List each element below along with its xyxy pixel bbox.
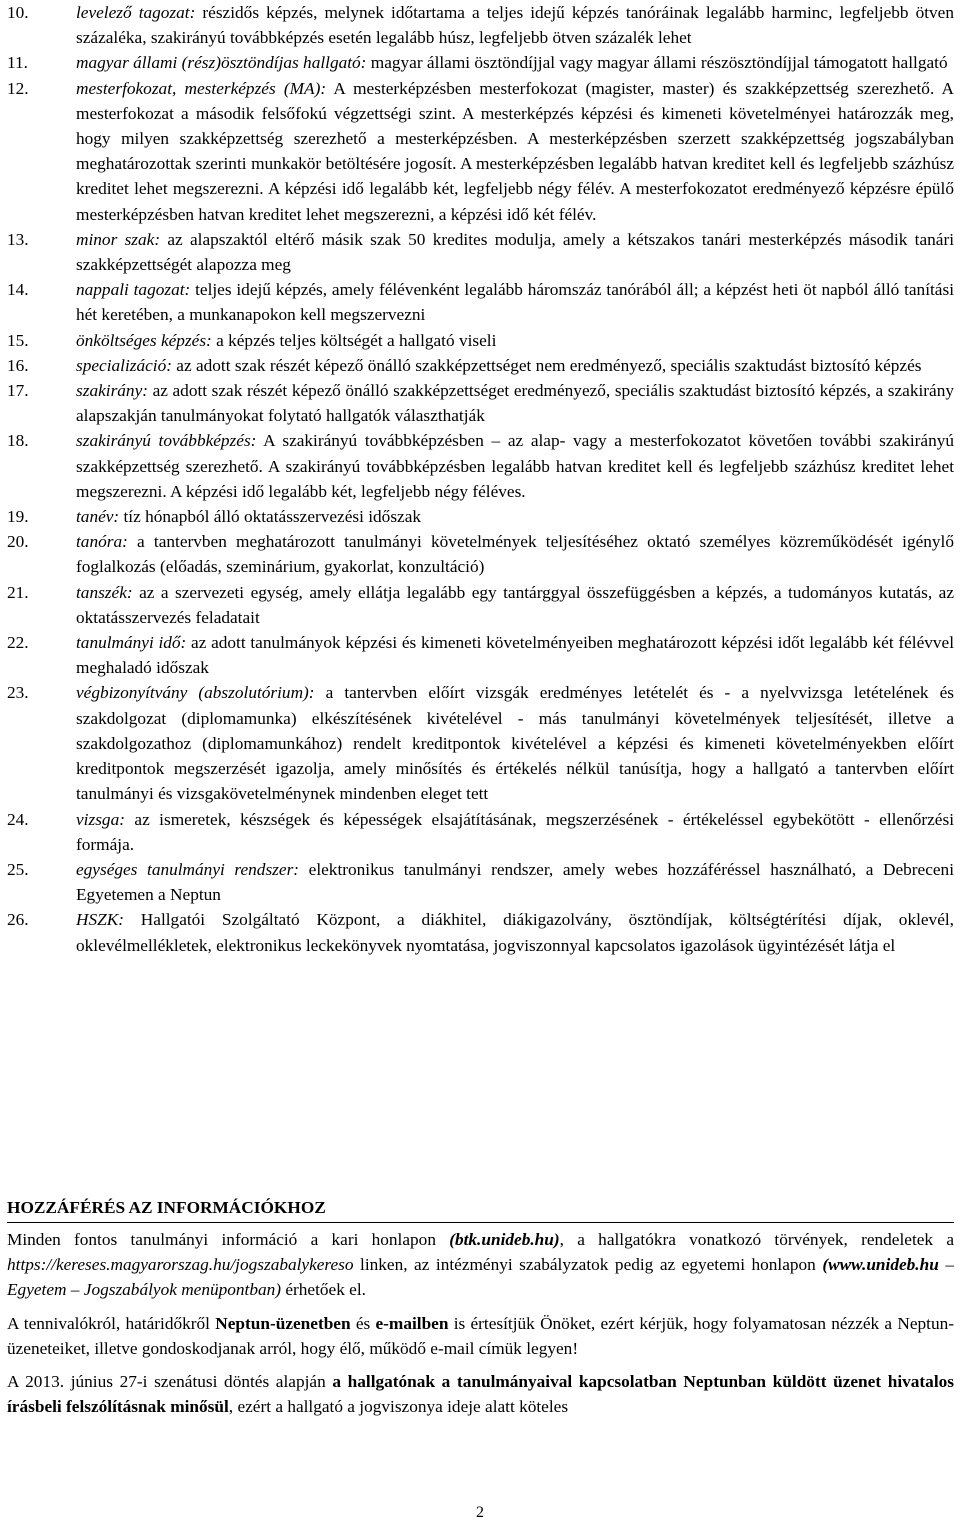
- definition-term: levelező tagozat:: [76, 3, 196, 22]
- definition-term: nappali tagozat:: [76, 280, 191, 300]
- definition-text: tíz hónapból álló oktatásszervezési időszak: [119, 507, 422, 527]
- definition-item: [0, 680, 954, 806]
- definition-term: önköltséges képzés:: [76, 330, 212, 350]
- item-number: 14.: [7, 280, 29, 300]
- item-number: 15.: [7, 330, 29, 350]
- definition-text: az adott szak részét képező önálló szakképzettséget eredményező, speciális szaktudást biztosító képzés, a szakirány alapszakján tanulmányokat folytató hallgatók választhatják: [76, 381, 954, 426]
- item-number: 21.: [7, 582, 29, 602]
- item-number: 22.: [7, 633, 29, 653]
- item-number: 17.: [7, 381, 29, 401]
- definition-text: a képzés teljes költségét a hallgató viseli: [211, 330, 497, 350]
- text-run: és: [350, 1313, 376, 1333]
- definition-item: [0, 0, 954, 50]
- definition-item: [0, 328, 954, 353]
- definition-text: az adott tanulmányok képzési és kimeneti követelményeiben meghatározott képzési időt legalább két félévvel meghaladó időszak: [76, 633, 955, 678]
- definition-text: teljes idejű képzés, amely félévenként legalább háromszáz tanórából áll; a képzést heti öt napból álló tanítási hét keretében, a munkanapokon kell megszervezni: [76, 280, 954, 325]
- definition-item: [0, 76, 954, 227]
- info-paragraph-senate-decision: [7, 1369, 954, 1419]
- definition-term: tanév:: [76, 507, 120, 527]
- definition-term: tanóra:: [76, 532, 128, 552]
- text-run: , a hallgatókra vonatkozó törvények, rendeletek a: [559, 1230, 954, 1249]
- neptun-message-emphasis: Neptun-üzenetben: [215, 1313, 351, 1333]
- info-paragraph-notifications: [7, 1311, 954, 1361]
- item-number: 20.: [7, 532, 29, 552]
- definition-item: [0, 428, 954, 504]
- item-number: 24.: [7, 809, 29, 829]
- section-heading: HOZZÁFÉRÉS AZ INFORMÁCIÓKHOZ: [7, 1195, 954, 1223]
- definition-text: az adott szak részét képező önálló szakképzettséget nem eredményező, speciális szaktudást biztosító képzés: [171, 355, 922, 375]
- definition-item: [0, 807, 954, 857]
- definition-item: [0, 630, 954, 680]
- definition-text: a tantervben meghatározott tanulmányi követelmények teljesítéséhez oktató személyes közreműködését igénylő foglalkozás (előadás, szeminárium, gyakorlat, konzultáció): [76, 532, 954, 577]
- definition-text: elektronikus tanulmányi rendszer, amely webes hozzáféréssel használható, a Debreceni Egyetemen a Neptun: [76, 859, 954, 905]
- definition-term: HSZK:: [76, 910, 125, 930]
- definition-item: [0, 277, 954, 327]
- definition-term: mesterfokozat, mesterképzés (MA):: [76, 78, 327, 98]
- item-number: 19.: [7, 507, 29, 527]
- definition-term: tanszék:: [76, 582, 133, 602]
- definition-text: az ismeretek, készségek és képességek elsajátításának, megszerzésének - értékeléssel egybekötött - ellenőrzési formája.: [76, 809, 954, 854]
- definition-item: [0, 50, 954, 75]
- definition-term: szakirányú továbbképzés:: [76, 431, 257, 451]
- menu-path-text: – Egyetem – Jogszabályok menüpontban): [7, 1255, 954, 1300]
- definition-text: A szakirányú továbbképzésben – az alap- vagy a mesterfokozatot követően további szakirányú szakképzettség szerezhető. A szakirányú továbbképzésben legalább hatvan kreditet kell és legfeljebb százhúsz kreditet lehet megszerezni. A képzési idő legalább két, legfeljebb négy féléves.: [76, 431, 954, 501]
- definition-item: [0, 378, 954, 428]
- info-access-section: [7, 1195, 954, 1427]
- item-number: 12.: [7, 78, 29, 98]
- definition-term: minor szak:: [76, 229, 161, 249]
- item-number: 16.: [7, 355, 29, 375]
- text-run: is értesítjük Önöket, ezért kérjük, hogy folyamatosan nézzék a Neptun-üzeneteiket, illetve gondoskodjanak arról, hogy élő, működő e-mail címük legyen!: [7, 1313, 954, 1358]
- definition-item: [0, 857, 954, 907]
- definition-item: [0, 529, 954, 579]
- faculty-website-link[interactable]: (btk.unideb.hu): [449, 1230, 560, 1249]
- item-number: 23.: [7, 683, 29, 703]
- definition-text: a tantervben előírt vizsgák eredményes letételét és - a nyelvvizsga letételének és szakdolgozat (diplomamunka) elkészítésének kivételével - más tanulmányi követelmények teljesítését, illetve a szakdolgozathoz (diplomamunkához) rendelt kreditpontok kivételével a képzési és kimeneti követelményekben előírt kreditpontok megszerzését igazolja, amely minősítés és értékelés nélkül tanúsítja, hogy a hallgató a tantervben előírt tanulmányi és vizsgakövetelménynek mindenben eleget tett: [76, 683, 955, 804]
- definition-text: az a szervezeti egység, amely ellátja legalább egy tantárggyal összefüggésben a képzés, a tudományos kutatás, az oktatásszervezés feladatait: [76, 582, 954, 627]
- text-run: linken, az intézményi szabályzatok pedig az egyetemi honlapon: [353, 1255, 823, 1275]
- definition-item: [0, 353, 954, 378]
- university-website-link[interactable]: (www.unideb.hu: [822, 1255, 939, 1275]
- item-number: 25.: [7, 859, 29, 879]
- text-run: érhetőek el.: [281, 1280, 366, 1300]
- info-paragraph-websites: [7, 1227, 954, 1303]
- definition-text: az alapszaktól eltérő másik szak 50 kredites modulja, amely a kétszakos tanári mesterképzés második tanári szakképzettségét alapozza meg: [76, 229, 955, 275]
- definition-term: végbizonyítvány (abszolutórium):: [76, 683, 315, 703]
- definition-text: magyar állami ösztöndíjjal vagy magyar állami részösztöndíjjal támogatott hallgató: [366, 53, 948, 73]
- definition-term: egységes tanulmányi rendszer:: [76, 859, 300, 879]
- definition-term: specializáció:: [76, 355, 172, 375]
- definition-term: szakirány:: [76, 381, 148, 401]
- text-run: A tennivalókról, határidőkről: [7, 1313, 216, 1333]
- definition-text: A mesterképzésben mesterfokozat (magister, master) és szakképzettség szerezhető. A mesterfokozat a második felsőfokú végzettségi szint. A mesterképzés képzési és kimeneti követelményei határozzák meg, hogy milyen szakképzettség szerezhető a mesterképzésben. A mesterképzésben szerzett szakképzettség jogszabályban meghatározottak szerinti munkakör betöltésére jogosít. A mesterképzésben legalább hatvan kreditet kell és legfeljebb százhúsz kreditet lehet megszerezni. A képzési idő legalább két, legfeljebb négy félév. A mesterfokozatot eredményező képzésre épülő mesterképzésben hatvan kreditet lehet megszerezni, a képzési idő két félév.: [76, 78, 954, 224]
- page-number: 2: [476, 1504, 484, 1521]
- definition-text: részidős képzés, melynek időtartama a teljes idejű képzés tanóráinak legalább harminc, legfeljebb ötven százaléka, szakirányú továbbképzés esetén legalább húsz, legfeljebb ötven százalék lehet: [76, 3, 954, 48]
- item-number: 10.: [7, 3, 29, 22]
- item-number: 26.: [7, 910, 29, 930]
- item-number: 13.: [7, 229, 29, 249]
- definition-item: [0, 907, 954, 957]
- definition-item: [0, 227, 954, 277]
- definition-term: vizsga:: [76, 809, 125, 829]
- official-notice-emphasis: a hallgatónak a tanulmányaival kapcsolatban Neptunban küldött üzenet hivatalos írásbeli felszólításnak minősül: [7, 1372, 954, 1417]
- definition-item: [0, 580, 954, 630]
- item-number: 18.: [7, 431, 29, 451]
- definition-item: [0, 504, 954, 529]
- item-number: 11.: [7, 53, 28, 73]
- definition-term: magyar állami (rész)ösztöndíjas hallgató:: [76, 53, 367, 73]
- text-run: Minden fontos tanulmányi információ a kari honlapon: [7, 1230, 450, 1249]
- text-run: , ezért a hallgató a jogviszonya ideje alatt köteles: [228, 1397, 569, 1417]
- definition-text: Hallgatói Szolgáltató Központ, a diákhitel, diákigazolvány, ösztöndíjak, költségtérítési díjak, oklevél, oklevélmellékletek, elektronikus leckekönyvek nyomtatása, jogviszonnyal kapcsolatos igazolások ügyintézését látja el: [76, 910, 954, 955]
- definition-term: tanulmányi idő:: [76, 633, 187, 653]
- text-run: A 2013. június 27-i szenátusi döntés alapján: [7, 1372, 333, 1392]
- law-search-link[interactable]: https://kereses.magyarorszag.hu/jogszabalykereso: [7, 1255, 354, 1275]
- email-emphasis: e-mailben: [375, 1313, 449, 1333]
